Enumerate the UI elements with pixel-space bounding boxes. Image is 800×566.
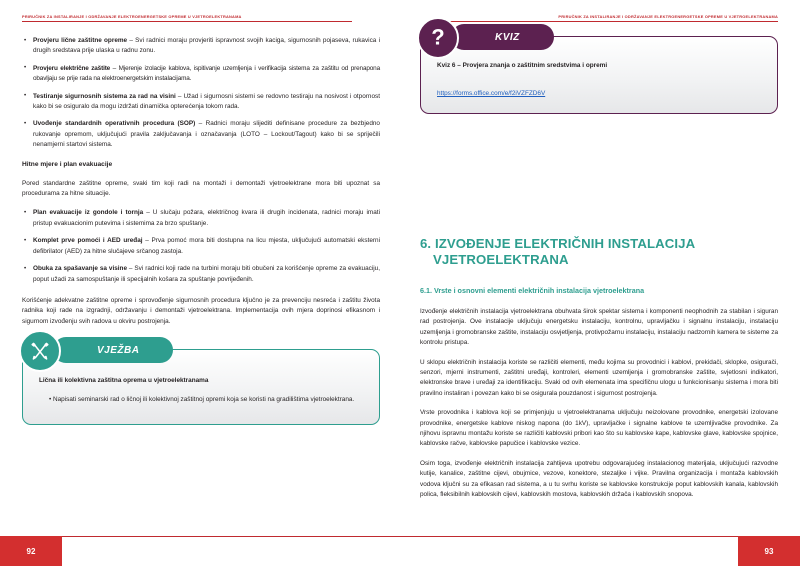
crossed-pens-icon bbox=[19, 330, 61, 372]
list-item bbox=[22, 64, 380, 85]
bullet-rest: – Mjerenje izolacije kablova, ispitivanje uzemljenja i verifikacija sistema za zaštitu od prenapona obavljaju se prije rada na elektroenergetskim instalacijama. bbox=[33, 64, 380, 83]
page-title bbox=[420, 236, 778, 268]
chapter-title-line-1: 6. IZVOĐENJE ELEKTRIČNIH INSTALACIJA bbox=[420, 236, 696, 251]
running-header-left bbox=[22, 14, 380, 28]
quiz-title: Kviz 6 – Provjera znanja o zaštitnim sredstvima i opremi bbox=[437, 62, 608, 69]
quiz-link[interactable]: https://forms.office.com/e/f2iVZFZD6V bbox=[437, 90, 546, 97]
quiz-callout-label: KVIZ bbox=[495, 31, 520, 43]
right-page-content bbox=[420, 0, 778, 501]
footer-left bbox=[0, 525, 400, 566]
running-header-rule bbox=[448, 21, 778, 22]
intro-paragraph: Pored standardne zaštitne opreme, svaki tim koji radi na montaži i demontaži vjetroelektrane mora biti upoznat sa procedurama za hitne situacije. bbox=[22, 179, 380, 198]
left-page-content bbox=[22, 0, 380, 425]
bullet-lead: Obuka za spašavanje sa visine bbox=[33, 265, 128, 273]
quiz-callout bbox=[420, 25, 778, 114]
bullet-rest: – Prva pomoć mora biti dostupna na licu mjesta, uključujući automatski eksterni defibrilator (AED) za hitne slučajeve srčanog zastoja. bbox=[33, 237, 381, 255]
bullet-lead: Komplet prve pomoći i AED uređaj bbox=[33, 237, 143, 245]
bullet-lead: Provjeru lične zaštitne opreme bbox=[33, 37, 128, 44]
bullet-lead: Testiranje sigurnosnih sistema za rad na visini bbox=[33, 92, 176, 100]
bullet-rest: – Svi radnici moraju provjeriti ispravnost svojih kaciga, sigurnosnih pojaseva, rukavica i drugih sredstava prije ulaska u radnu zonu. bbox=[33, 37, 381, 55]
question-mark-icon bbox=[417, 17, 459, 59]
paragraph: Osim toga, izvođenje električnih instalacija zahtijeva upotrebu odgovarajućeg instalacionog materijala, uključujući razvodne kutije, kanalice, zaštitne cijevi, obujmice, vezove, konektore, stezaljke i vijke. Pravilna organizacija i montaža kablovskih vodova ključni su za efikasan rad sistema, a u tu svrhu koriste se kablovske konstrukcije poput kablovskih kanala, kablovskih polica, fleksibilnih kablovskih cijevi, kablovskih mostova, kablovskih držača i kablovskih snopova. bbox=[420, 459, 778, 499]
section-heading-emergency: Hitne mjere i plan evakuacije bbox=[22, 160, 113, 168]
paragraph: U sklopu električnih instalacija koriste se različiti elementi, među kojima su provodnici i kablovi, prekidači, sklopke, osigurači, senzori, mjerni instrumenti, zaštitni uređaji, kontroleri, elementi uzemljenja i gromobranske zaštite, svjetlosni indikatori, elektronske brave i uređaji za identifikaciju. Svaki od ovih elemenata ima specifičnu ulogu u funkcionisanju sistema i mora biti pravilno instaliran i povezan kako bi se osigurala pouzdanost i sigurnost postrojenja. bbox=[420, 358, 778, 397]
bullet-lead: Plan evakuacije iz gondole i tornja bbox=[33, 209, 144, 217]
running-header-rule bbox=[22, 21, 352, 22]
bullet-rest: – Radnici moraju slijediti definisane procedure za bezbjedno rukovanje opremom, uključujući pravila zaključavanja i označavanja (LOTO – Lockout/Tagout) kako bi se spriječili nenamjerni startovi sistema. bbox=[33, 120, 380, 149]
list-item bbox=[22, 208, 380, 229]
exercise-title: Lična ili kolektivna zaštitna oprema u vjetroelektranama bbox=[39, 377, 209, 385]
quiz-callout-tab bbox=[451, 24, 554, 50]
emergency-bullets bbox=[22, 208, 380, 284]
bullet-rest: – U slučaju požara, električnog kvara ili drugih incidenata, radnici moraju imati pristup evakuacionim putevima i sistemima za brzo spuštanje. bbox=[33, 209, 380, 227]
exercise-callout-card bbox=[22, 344, 380, 425]
section-title: 6.1. Vrste i osnovni elementi električnih instalacija vjetroelektrana bbox=[420, 286, 645, 295]
checklist-bullets bbox=[22, 36, 380, 151]
chapter-heading-block bbox=[420, 114, 778, 501]
running-header-text: PRIRUČNIK ZA INSTALIRANJE I ODRŽAVANJE ELEKTROENERGETSKE OPREME U VJETROELEKTRANAMA bbox=[22, 14, 242, 19]
list-item bbox=[22, 36, 380, 57]
chapter-title-line-2: VJETROELEKTRANA bbox=[433, 252, 569, 267]
bullet-rest: – Užad i sigurnosni sistemi se redovno testiraju na nosivost i otpornost kako bi se osiguralo da mogu izdržati dinamička opterećenja tokom rada. bbox=[33, 92, 380, 111]
footer-rule bbox=[400, 536, 738, 537]
bullet-lead: Uvođenje standardnih operativnih procedura (SOP) bbox=[33, 120, 196, 128]
closing-paragraph: Korišćenje adekvatne zaštitne opreme i sprovođenje sigurnosnih procedura ključno je za prevenciju nesreća i zaštitu života radnika koji rade na izgradnji, održavanju i demontaži vjetroelektrana. Implementacija ovih mjera doprinosi efikasnom i sigurnom izvođenju svih radova u okviru postrojenja. bbox=[22, 296, 380, 325]
page-number-left: 92 bbox=[0, 536, 62, 566]
list-item bbox=[22, 92, 380, 113]
exercise-callout-tab bbox=[53, 337, 173, 363]
list-item bbox=[22, 236, 380, 257]
svg-text:?: ? bbox=[431, 25, 445, 50]
page-number-right: 93 bbox=[738, 536, 800, 566]
bullet-lead: Provjeru električne zaštite bbox=[33, 64, 111, 72]
exercise-callout bbox=[22, 344, 380, 425]
paragraph: Izvođenje električnih instalacija vjetroelektrana obuhvata širok spektar sistema i komponenti neophodnih za stabilan i siguran rad postrojenja. Ove instalacije uključuju energetsku instalaciju, kontrolnu, upravljačku i signalnu instalaciju, instalaciju uzemljenja i gromobranske zaštite, instalaciju osvjetljenja, protivpožarnu instalaciju, instalaciju nadzornih kamera te sisteme za kontrolu pristupa. bbox=[420, 308, 778, 347]
right-page bbox=[400, 0, 800, 566]
exercise-task: • Napisati seminarski rad o ličnoj ili kolektivnoj zaštitnoj opremi koja se koristi na gradilištima vjetroelektrana. bbox=[39, 395, 363, 405]
exercise-callout-label: VJEŽBA bbox=[97, 344, 140, 356]
list-item bbox=[22, 264, 380, 285]
paragraph: Vrste provodnika i kablova koji se primjenjuju u vjetroelektranama uključuju neizolovane provodnike, energetski izolovane provodnike, energetske kablove niskog napona (do 1kV), upravljačke i signalne kablove te uzemljivačke provodnike. Za njihovu ispravnu montažu koriste se različiti kablovski pribori kao što su kablovske kape, kablovske glave, kablovske spojnice, kablovske račve, kablovske papučice i kablovske vezice. bbox=[420, 409, 778, 448]
quiz-callout-card bbox=[420, 25, 778, 114]
footer-right bbox=[400, 525, 800, 566]
list-item bbox=[22, 119, 380, 150]
footer-rule bbox=[62, 536, 400, 537]
running-header-text: PRIRUČNIK ZA INSTALIRANJE I ODRŽAVANJE ELEKTROENERGETSKE OPREME U VJETROELEKTRANAMA bbox=[558, 14, 778, 19]
bullet-rest: – Svi radnici koji rade na turbini moraju biti obučeni za korišćenje opreme za evakuaciju, poput užadi za samospuštanje ili specijalnih košara za spuštanje povrijeđenih. bbox=[33, 265, 380, 283]
